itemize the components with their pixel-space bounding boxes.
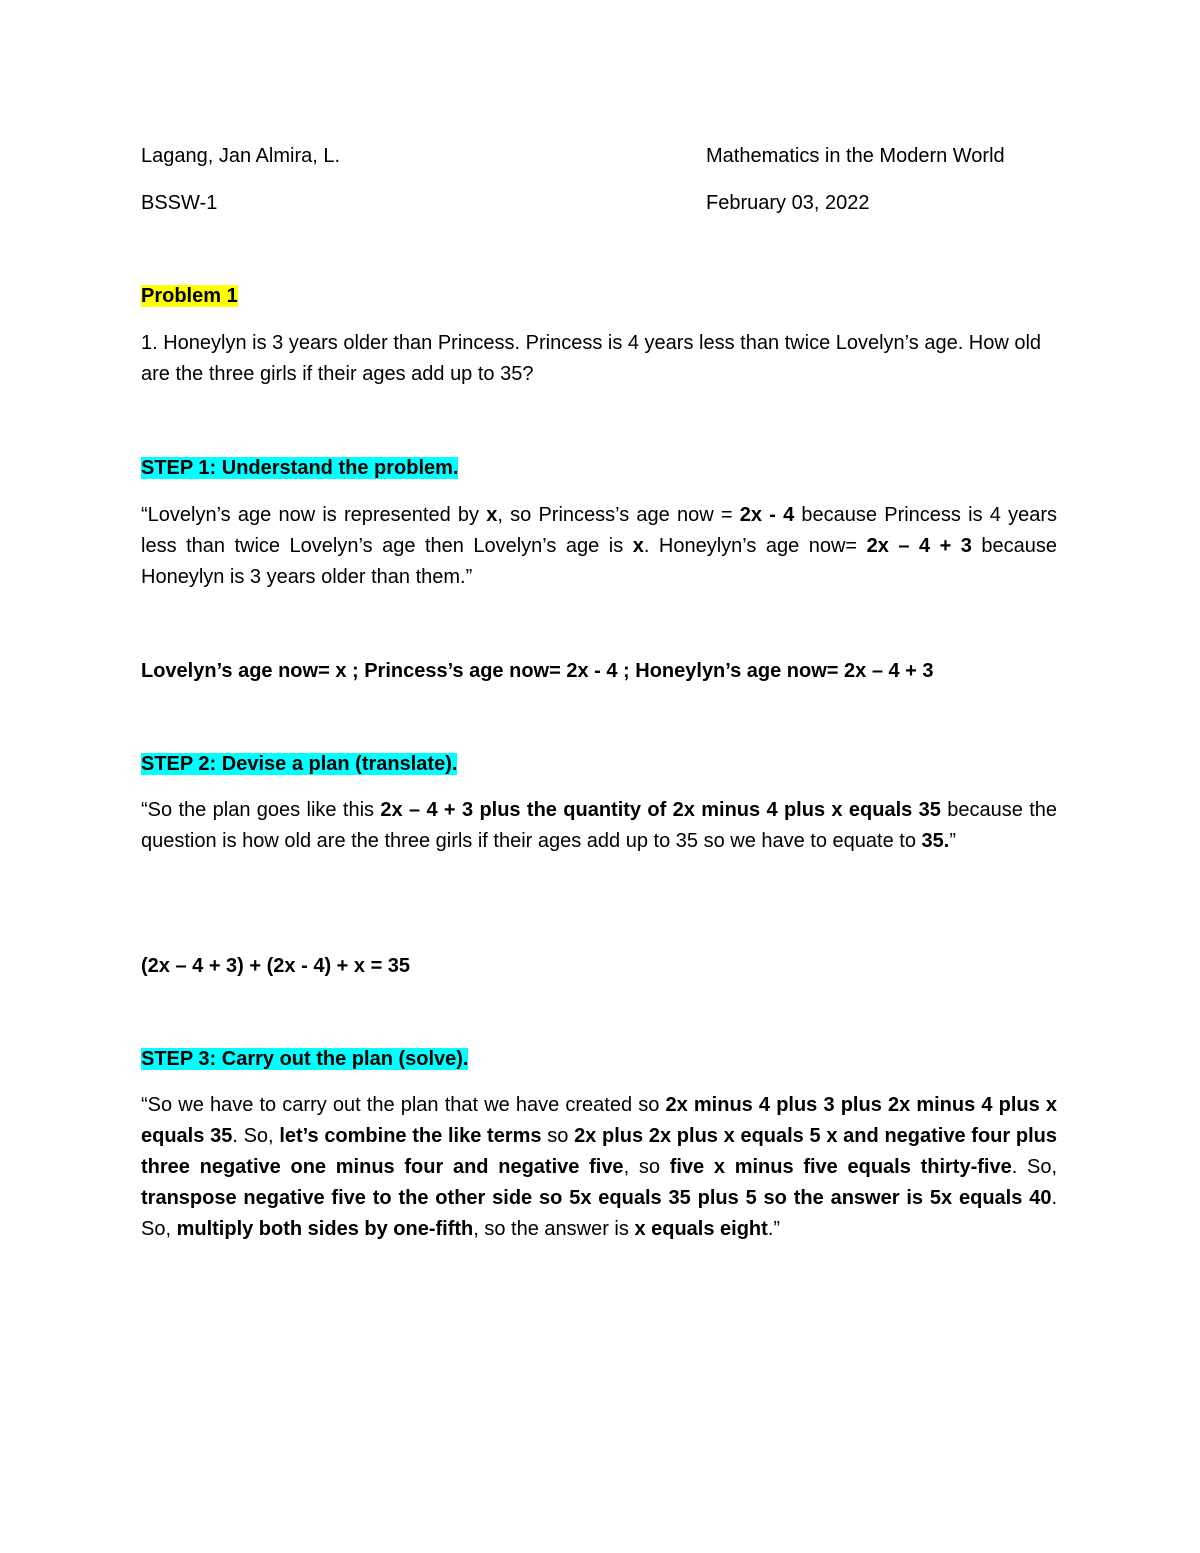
step3-bold-2: let’s combine the like terms — [279, 1125, 542, 1147]
course-title: Mathematics in the Modern World — [706, 145, 1005, 167]
step3-bold-1: 2x minus 4 plus 3 plus 2x minus 4 plus x equals 35 — [141, 1094, 1058, 1147]
step2-text-3: ” — [949, 830, 956, 852]
step1-text-4: . Honeylyn’s age now= — [643, 535, 867, 557]
step1-text-5: because Honeylyn is 3 years older than them.” — [141, 535, 1058, 588]
step3-bold-4: five x minus five equals thirty-five — [669, 1156, 1012, 1178]
step3-text-7: , so the answer is — [473, 1218, 635, 1240]
step3-text-4: , so — [623, 1156, 670, 1178]
step1-summary-text: Lovelyn’s age now= x ; Princess’s age now= 2x - 4 ; Honeylyn’s age now= 2x – 4 + 3 — [141, 660, 934, 682]
step1-text-2: , so Princess’s age now = — [497, 504, 740, 526]
step2-bold-1: 2x – 4 + 3 plus the quantity of 2x minus 4 plus x equals 35 — [380, 799, 941, 821]
student-name: Lagang, Jan Almira, L. — [141, 145, 341, 167]
step3-heading — [141, 1044, 468, 1075]
step1-heading — [141, 453, 458, 484]
step3-heading-text: STEP 3: Carry out the plan (solve). — [141, 1048, 469, 1070]
step3-explanation — [141, 1090, 1057, 1245]
step2-equation-text: (2x – 4 + 3) + (2x - 4) + x = 35 — [141, 955, 411, 977]
step3-text-5: . So, — [1011, 1156, 1057, 1178]
step3-bold-6: multiply both sides by one-fifth — [176, 1218, 474, 1240]
step3-text-6: . So, — [141, 1187, 1057, 1240]
step2-heading-text: STEP 2: Devise a plan (translate). — [141, 753, 458, 775]
problem-heading-text: Problem 1 — [141, 285, 238, 307]
step3-text-8: .” — [767, 1218, 781, 1240]
step1-heading-text: STEP 1: Understand the problem. — [141, 457, 459, 479]
step2-heading — [141, 749, 457, 780]
step2-explanation — [141, 795, 1057, 857]
step1-summary — [141, 656, 934, 687]
step3-bold-5: transpose negative five to the other side so 5x equals 35 plus 5 so the answer is 5x equals 40 — [141, 1187, 1052, 1209]
step3-bold-7: x equals eight — [634, 1218, 768, 1240]
step1-bold-4: 2x – 4 + 3 — [866, 535, 972, 557]
step3-text-1: “So we have to carry out the plan that we have created so — [141, 1094, 666, 1116]
step1-text-1: “Lovelyn’s age now is represented by — [141, 504, 487, 526]
step3-text-2: . So, — [232, 1125, 280, 1147]
step1-text-3: because Princess is 4 years less than twice Lovelyn’s age then Lovelyn’s age is — [141, 504, 1057, 557]
step1-explanation — [141, 500, 1057, 593]
step1-bold-3: x — [632, 535, 644, 557]
step2-text-1: “So the plan goes like this — [141, 799, 381, 821]
problem-statement: 1. Honeylyn is 3 years older than Princess. Princess is 4 years less than twice Lovelyn’s age. How old are the three girls if their ages add up to 35? — [141, 332, 1042, 385]
step1-bold-2: 2x - 4 — [739, 504, 795, 526]
step1-bold-1: x — [486, 504, 498, 526]
step3-bold-3: 2x plus 2x plus x equals 5 x and negative four plus three negative one minus four and negative five — [141, 1125, 1057, 1178]
document-date: February 03, 2022 — [706, 192, 870, 214]
step2-bold-2: 35. — [921, 830, 950, 852]
step2-text-2: because the question is how old are the three girls if their ages add up to 35 so we have to equate to — [141, 799, 1058, 852]
step3-text-3: so — [541, 1125, 575, 1147]
problem-heading — [141, 281, 238, 312]
step2-equation — [141, 951, 410, 982]
student-section: BSSW-1 — [141, 192, 218, 214]
